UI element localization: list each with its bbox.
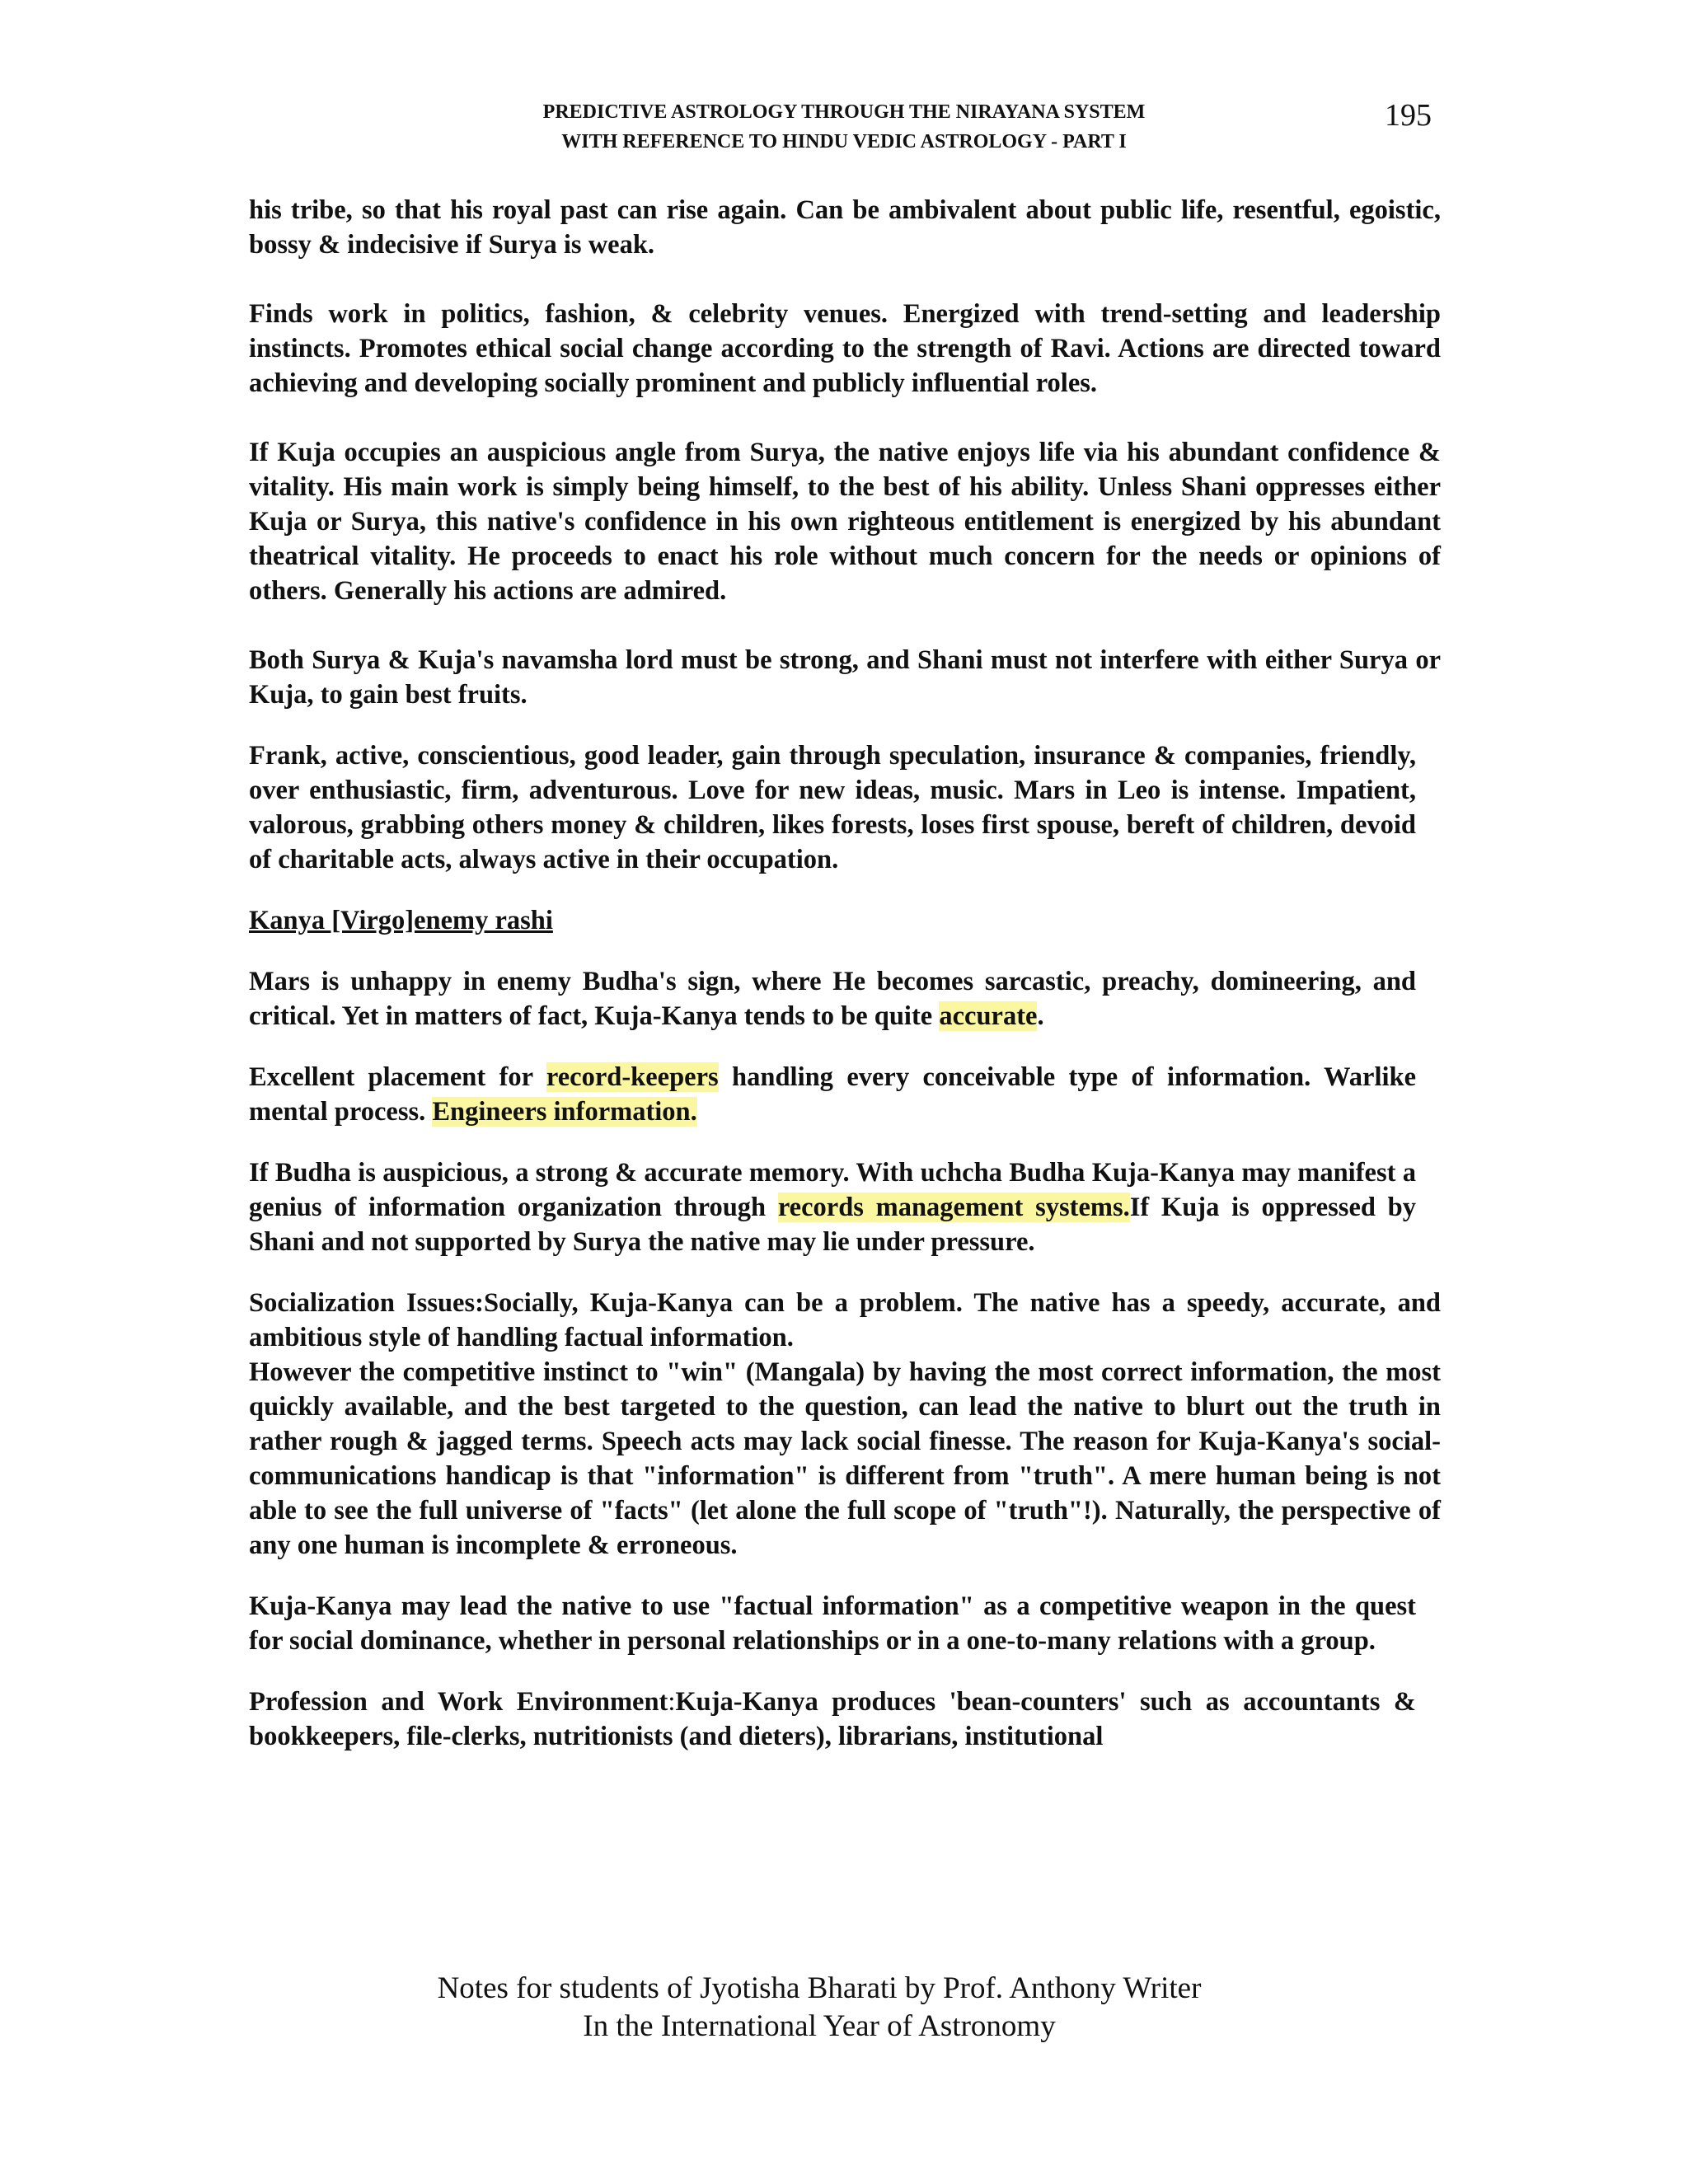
subheading-text: Kanya [Virgo]enemy rashi bbox=[249, 906, 553, 935]
footer-line-2: In the International Year of Astronomy bbox=[583, 2009, 1056, 2043]
paragraph: Both Surya & Kuja's navamsha lord must be strong, and Shani must not interfere with either Surya or Kuja, to gain best fruits. bbox=[249, 645, 1441, 710]
highlighted-text: record-keepers bbox=[546, 1062, 719, 1092]
paragraph bbox=[249, 1060, 1416, 1129]
paragraph-text: Kuja-Kanya produces 'bean-counters' such as accountants & bookkeepers, file-clerks, nutritionists (and dieters), librarians, institutional bbox=[249, 1687, 1416, 1751]
paragraph: Kuja-Kanya may lead the native to use "factual information" as a competitive weapon in the quest for social dominance, whether in personal relationships or in a one-to-many relations with a group. bbox=[249, 1591, 1416, 1656]
section-subheading bbox=[249, 903, 1441, 938]
page-number: 195 bbox=[1385, 98, 1432, 133]
paragraph-text: . bbox=[1037, 1001, 1044, 1031]
paragraph bbox=[249, 964, 1416, 1033]
footer-line-1: Notes for students of Jyotisha Bharati by Prof. Anthony Writer bbox=[437, 1971, 1202, 2005]
paragraph-text: Profession and Work Environment bbox=[249, 1687, 668, 1717]
header-line-2: WITH REFERENCE TO HINDU VEDIC ASTROLOGY - PART I bbox=[561, 131, 1127, 152]
highlighted-text: accurate bbox=[939, 1001, 1038, 1031]
running-header bbox=[0, 97, 1688, 157]
header-line-1: PREDICTIVE ASTROLOGY THROUGH THE NIRAYANA SYSTEM bbox=[542, 101, 1146, 123]
page-footer bbox=[0, 1970, 1688, 2046]
paragraph: Frank, active, conscientious, good leader, gain through speculation, insurance & companies, friendly, over enthusiastic, firm, adventurous. Love for new ideas, music. Mars in Leo is intense. Impatient, valorous, grabbing others money & children, likes forests, loses first spouse, bereft of children, devoid of charitable acts, always active in their occupation. bbox=[249, 741, 1416, 874]
paragraph-text: handling every conceivable type of information. Warlike mental process. bbox=[249, 1062, 1416, 1127]
paragraph-text: Excellent placement for bbox=[249, 1062, 546, 1092]
paragraph: Finds work in politics, fashion, & celebrity venues. Energized with trend-setting and leadership instincts. Promotes ethical social change according to the strength of Ravi. Actions are directed toward achieving and developing socially prominent and publicly influential roles. bbox=[249, 299, 1441, 398]
paragraph-text: Mars is unhappy in enemy Budha's sign, where He becomes sarcastic, preachy, domineering, and critical. Yet in matters of fact, Kuja-Kanya tends to be quite bbox=[249, 967, 1416, 1031]
paragraph: However the competitive instinct to "win" (Mangala) by having the most correct information, the most quickly available, and the best targeted to the question, can lead the native to blurt out the truth in rather rough & jagged terms. Speech acts may lack social finesse. The reason for Kuja-Kanya's social-communications handicap is that "information" is different from "truth". A mere human being is not able to see the full universe of "facts" (let alone the full scope of "truth"!). Naturally, the perspective of any one human is incomplete & erroneous. bbox=[249, 1357, 1441, 1560]
page-body bbox=[249, 193, 1441, 1754]
highlighted-text: Engineers information. bbox=[432, 1097, 697, 1127]
paragraph: his tribe, so that his royal past can rise again. Can be ambivalent about public life, resentful, egoistic, bossy & indecisive if Surya is weak. bbox=[249, 195, 1441, 260]
paragraph-text: If Kuja is oppressed by Shani and not supported by Surya the native may lie under pressure. bbox=[249, 1193, 1416, 1257]
paragraph-text: If Budha is auspicious, a strong & accurate memory. With uchcha Budha Kuja-Kanya may manifest a genius of information organization through bbox=[249, 1158, 1416, 1222]
paragraph: Socialization Issues:Socially, Kuja-Kanya can be a problem. The native has a speedy, accurate, and ambitious style of handling factual information. bbox=[249, 1288, 1441, 1352]
paragraph bbox=[249, 1685, 1416, 1754]
colon: : bbox=[668, 1687, 676, 1717]
highlighted-text: records management systems. bbox=[777, 1193, 1130, 1222]
paragraph: If Kuja occupies an auspicious angle from Surya, the native enjoys life via his abundant confidence & vitality. His main work is simply being himself, to the best of his ability. Unless Shani oppresses either Kuja or Surya, this native's confidence in his own righteous entitlement is energized by his abundant theatrical vitality. He proceeds to enact his role without much concern for the needs or opinions of others. Generally his actions are admired. bbox=[249, 438, 1441, 606]
paragraph bbox=[249, 1155, 1416, 1259]
